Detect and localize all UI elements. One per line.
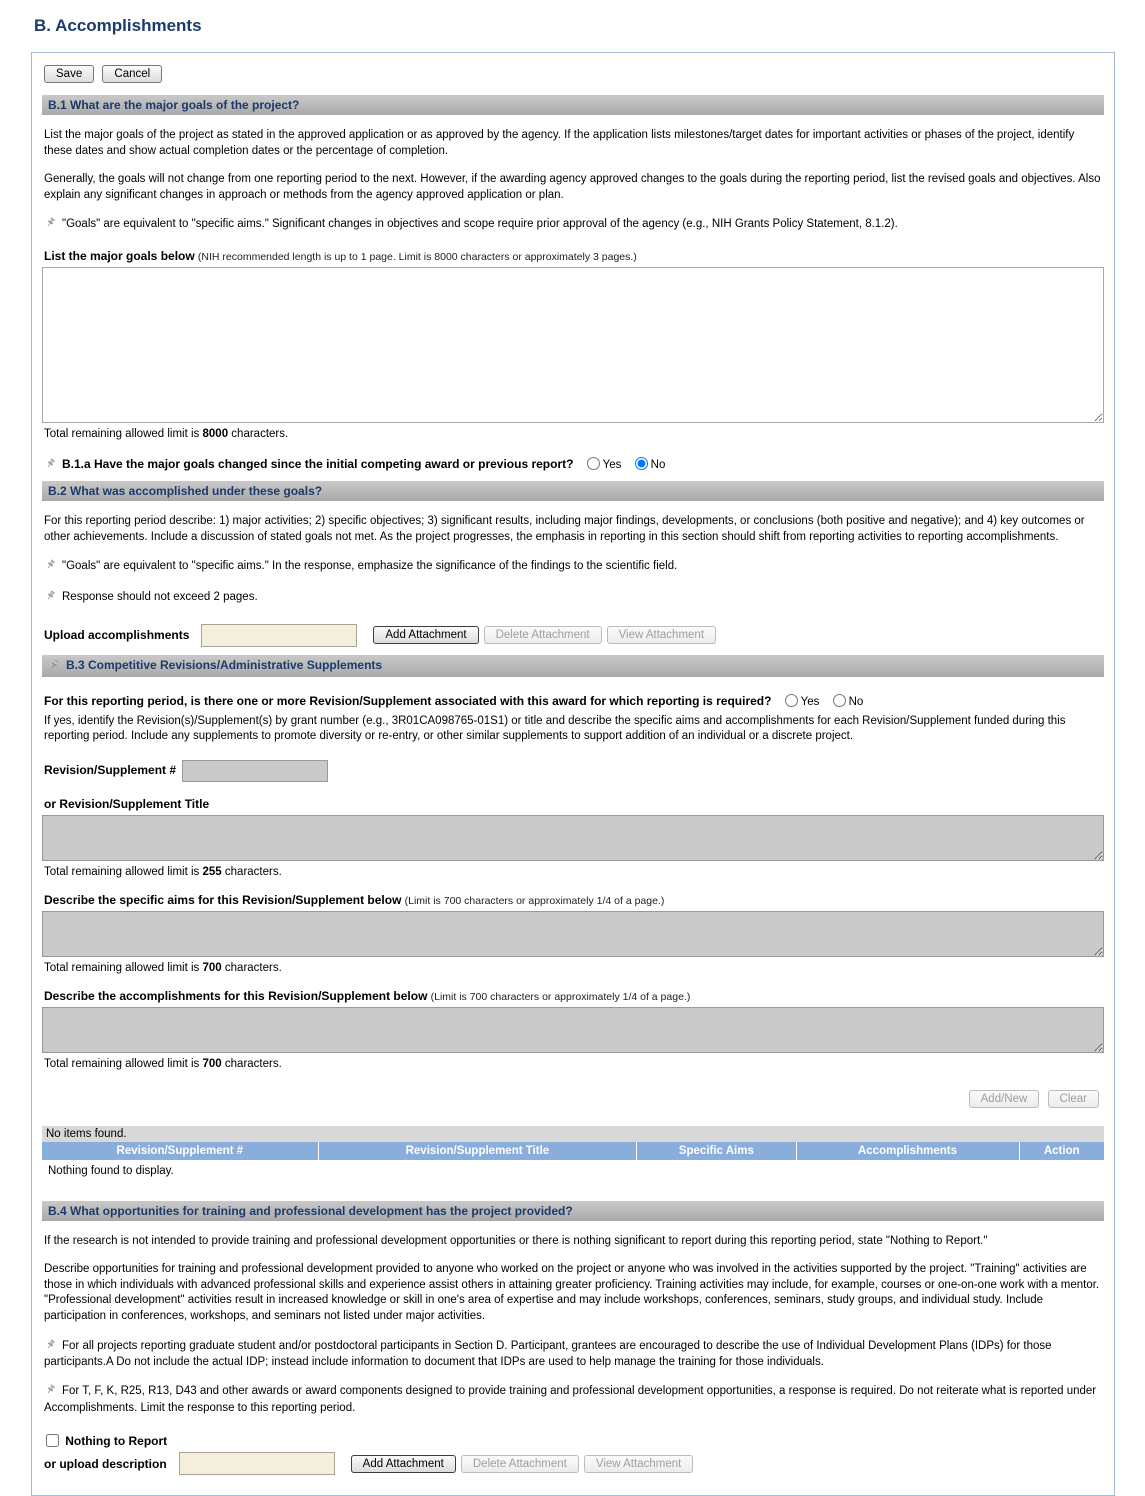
accomplishments-label: Describe the accomplishments for this Revision/Supplement below <box>44 988 428 1003</box>
b4-upload-row <box>44 1452 1102 1475</box>
col-specific-aims: Specific Aims <box>637 1142 796 1160</box>
b1a-no-radio[interactable] <box>635 457 648 470</box>
b3-question-row <box>44 694 1102 708</box>
page-title: B. Accomplishments <box>34 16 202 35</box>
title-remaining: Total remaining allowed limit is 255 characters. <box>44 865 282 878</box>
b3-no-radio[interactable] <box>833 694 846 707</box>
b4-note-2-text: For T, F, K, R25, R13, D43 and other awards or award components designed to provide training and professional development opportunities, a response is required. Do not reiterate what is reported under Accomplishments. Limit the response to this reporting period. <box>44 1385 1097 1415</box>
pushpin-icon <box>44 1338 57 1356</box>
b2-section-header: B.2 What was accomplished under these goals? <box>42 481 1104 501</box>
b1a-yes-label: Yes <box>602 459 622 471</box>
cancel-button[interactable]: Cancel <box>102 65 162 83</box>
revision-number-row <box>44 760 1102 782</box>
goals-label-row <box>44 249 1102 263</box>
b2-note-1 <box>44 558 1102 576</box>
pushpin-icon <box>44 1383 57 1401</box>
b4-section-header: B.4 What opportunities for training and professional development has the project provided? <box>42 1201 1104 1221</box>
b2-delete-attachment-button: Delete Attachment <box>484 626 602 644</box>
b3-section-header-text: B.3 Competitive Revisions/Administrative Supplements <box>66 657 383 672</box>
pushpin-icon <box>44 216 57 234</box>
b4-note-1 <box>44 1338 1102 1371</box>
upload-description-label: or upload description <box>44 1456 167 1471</box>
b4-instructions-2: Describe opportunities for training and professional development provided to anyone who worked on the project or anyone who was involved in the activities supported by the project. "Training" activities are those in which individuals with advanced professional skills and experience assist others in attaining greater proficiency. Training activities may include, for example, courses or one-on-one work with a mentor. "Professional development" activities result in increased knowledge or skill in one's area of expertise and may include workshops, conferences, seminars, study groups, and individual study. Include participation in conferences, workshops, and seminars not listed under major activities. <box>44 1263 1100 1322</box>
b3-yes-radio[interactable] <box>785 694 798 707</box>
aims-remaining: Total remaining allowed limit is 700 characters. <box>44 961 282 974</box>
accomplishments-file-input[interactable] <box>201 624 357 647</box>
major-goals-textarea[interactable] <box>42 267 1104 423</box>
b1a-question: B.1.a Have the major goals changed since the initial competing award or previous report? <box>62 457 574 471</box>
b4-add-attachment-button[interactable]: Add Attachment <box>351 1455 456 1473</box>
specific-aims-label-row <box>44 893 1102 907</box>
add-new-button: Add/New <box>969 1090 1040 1108</box>
b4-view-attachment-button: View Attachment <box>584 1455 693 1473</box>
b3-action-buttons <box>42 1090 1104 1108</box>
goals-label: List the major goals below <box>44 249 195 263</box>
accomplishments-hint: (Limit is 700 characters or approximately 1/4 of a page.) <box>430 990 691 1003</box>
specific-aims-hint: (Limit is 700 characters or approximately 1/4 of a page.) <box>404 894 665 907</box>
upload-accomplishments-label: Upload accomplishments <box>44 628 190 643</box>
b4-note-2 <box>44 1383 1102 1416</box>
b2-note-2 <box>44 589 1102 607</box>
b2-upload-row <box>44 624 1102 647</box>
col-accomplishments: Accomplishments <box>796 1142 1019 1160</box>
revision-supplement-title-textarea <box>42 815 1104 861</box>
b3-question: For this reporting period, is there one or more Revision/Supplement associated with this award for which reporting is required? <box>44 693 772 708</box>
revision-title-label-row <box>44 797 1102 811</box>
goals-remaining: Total remaining allowed limit is 8000 characters. <box>44 428 289 440</box>
nothing-to-report-label: Nothing to Report <box>65 1434 168 1449</box>
revision-number-label: Revision/Supplement # <box>44 762 177 777</box>
col-revision-title: Revision/Supplement Title <box>318 1142 637 1160</box>
b2-view-attachment-button: View Attachment <box>607 626 716 644</box>
accomp-remaining: Total remaining allowed limit is 700 characters. <box>44 1057 282 1070</box>
b1-instructions-1: List the major goals of the project as stated in the approved application or as approved by the agency. If the application lists milestones/target dates for important activities or phases of the project, identify these dates and show actual completion dates or the percentage of completion. <box>44 129 1075 157</box>
col-revision-number: Revision/Supplement # <box>42 1142 318 1160</box>
b1-note-text: "Goals" are equivalent to "specific aims." Significant changes in objectives and scope require prior approval of the agency (e.g., NIH Grants Policy Statement, 8.1.2). <box>62 218 898 231</box>
nothing-to-report-row <box>44 1434 1102 1448</box>
table-header-row <box>42 1142 1104 1160</box>
pushpin-icon <box>44 589 57 607</box>
toolbar <box>44 65 1104 83</box>
clear-button: Clear <box>1048 1090 1099 1108</box>
specific-aims-textarea <box>42 911 1104 957</box>
b4-note-1-text: For all projects reporting graduate student and/or postdoctoral participants in Section D. Participant, grantees are encouraged to describe the use of Individual Development Plans (IDPs) for those participants.A Do not include the actual IDP; instead include information to document that IDPs are used to help manage the training for those individuals. <box>44 1339 1052 1369</box>
b1a-question-row <box>44 457 1102 473</box>
revision-supplement-number-input <box>182 760 328 782</box>
revision-title-label: or Revision/Supplement Title <box>44 796 210 811</box>
nothing-to-report-checkbox[interactable] <box>46 1434 59 1447</box>
revision-supplement-table <box>42 1142 1104 1160</box>
b3-instructions-1: If yes, identify the Revision(s)/Supplement(s) by grant number (e.g., 3R01CA098765-01S1) or title and describe the specific aims and accomplishments for each Revision/Supplement funded during this reporting period. Include any supplements to promote diversity or re-entry, or other similar supplements to support addition of an individual or a discrete project. <box>44 714 1066 743</box>
goals-hint: (NIH recommended length is up to 1 page. Limit is 8000 characters or approximately 3 pages.) <box>197 251 637 263</box>
b4-delete-attachment-button: Delete Attachment <box>461 1455 579 1473</box>
b2-note-1-text: "Goals" are equivalent to "specific aims." In the response, emphasize the significance of the findings to the scientific field. <box>62 560 678 573</box>
b1a-yes-radio[interactable] <box>587 457 600 470</box>
specific-aims-label: Describe the specific aims for this Revision/Supplement below <box>44 892 402 907</box>
pushpin-icon <box>44 457 57 473</box>
accomplishments-panel <box>31 52 1115 1496</box>
pushpin-icon <box>48 658 61 674</box>
b4-instructions-1: If the research is not intended to provide training and professional development opportunities or there is nothing significant to report during this reporting period, state "Nothing to Report." <box>44 1234 988 1247</box>
table-empty-message: Nothing found to display. <box>48 1164 174 1177</box>
b2-note-2-text: Response should not exceed 2 pages. <box>62 590 258 603</box>
col-action: Action <box>1019 1142 1104 1160</box>
revision-accomplishments-textarea <box>42 1007 1104 1053</box>
description-file-input[interactable] <box>179 1452 335 1475</box>
no-items-message: No items found. <box>42 1126 1104 1142</box>
b1-section-header: B.1 What are the major goals of the project? <box>42 95 1104 115</box>
pushpin-icon <box>44 558 57 576</box>
b1a-no-label: No <box>650 459 666 471</box>
b1-instructions-2: Generally, the goals will not change from one reporting period to the next. However, if the awarding agency approved changes to the goals during the reporting period, list the revised goals and objectives. Also explain any significant changes in approach or methods from the agency approved application or plan. <box>44 173 1101 201</box>
b3-section-header <box>42 655 1104 677</box>
save-button[interactable]: Save <box>44 65 94 83</box>
b3-yes-label: Yes <box>800 695 820 708</box>
b2-add-attachment-button[interactable]: Add Attachment <box>373 626 478 644</box>
accomplishments-label-row <box>44 989 1102 1003</box>
b1-note <box>44 216 1102 234</box>
b2-instructions-1: For this reporting period describe: 1) major activities; 2) specific objectives; 3) significant results, including major findings, developments, or conclusions (both positive and negative); and 4) key outcomes or other achievements. Include a discussion of stated goals not met. As the project progresses, the emphasis in reporting in this section should shift from reporting activities to reporting accomplishments. <box>44 515 1085 543</box>
b3-no-label: No <box>848 695 864 708</box>
